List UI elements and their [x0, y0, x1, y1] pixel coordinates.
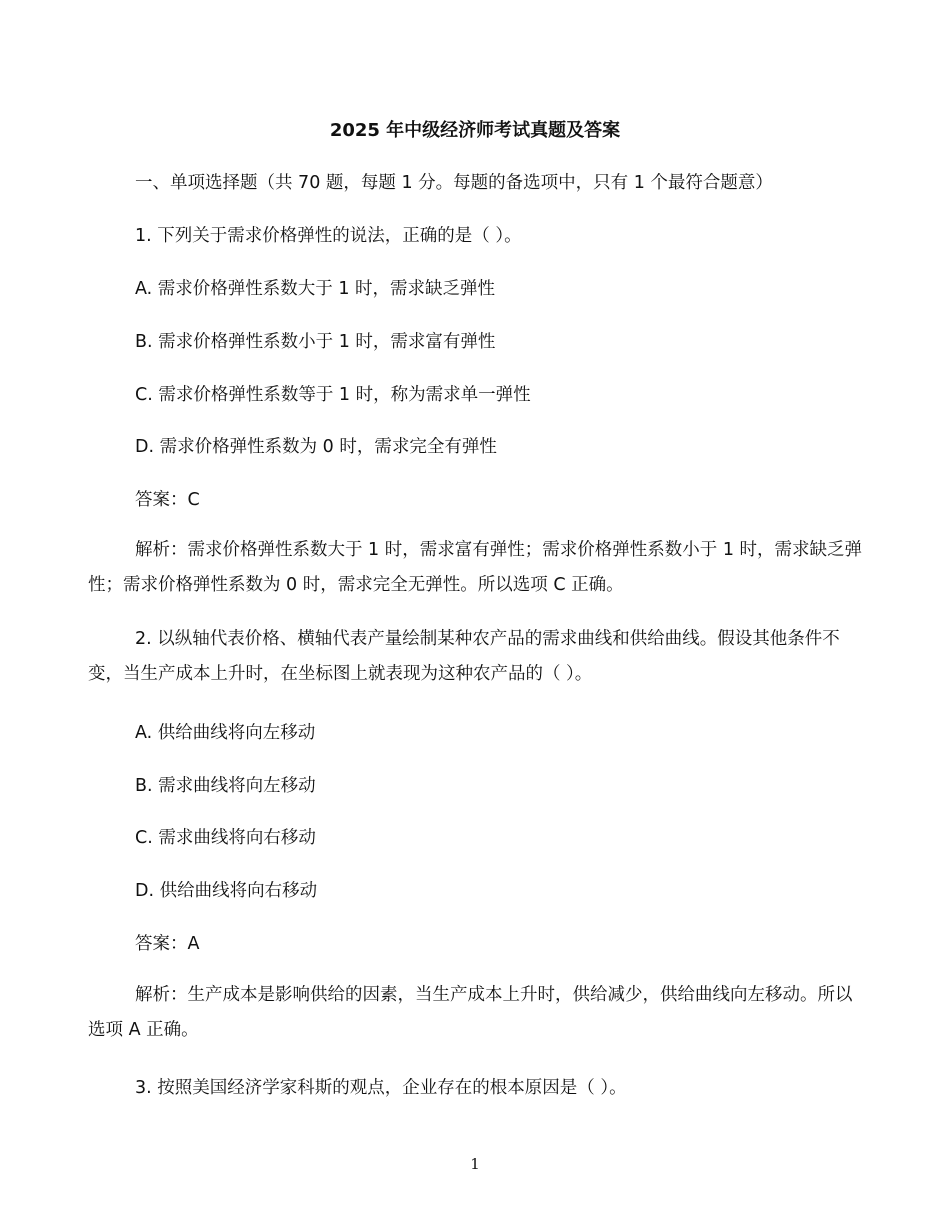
question-2-answer: 答案：A	[135, 934, 200, 954]
question-1-option-d: D. 需求价格弹性系数为 0 时，需求完全有弹性	[135, 437, 497, 457]
section-heading: 一、单项选择题（共 70 题，每题 1 分。每题的备选项中，只有 1 个最符合题意）	[135, 173, 773, 193]
question-1-stem: 1. 下列关于需求价格弹性的说法，正确的是（ ）。	[135, 226, 522, 246]
document-title: 2025 年中级经济师考试真题及答案	[329, 120, 621, 141]
question-1-analysis: 解析：需求价格弹性系数大于 1 时，需求富有弹性；需求价格弹性系数小于 1 时，需求缺乏弹性；需求价格弹性系数为 0 时，需求完全无弹性。所以选项 C 正确。	[88, 540, 863, 595]
question-3-stem: 3. 按照美国经济学家科斯的观点，企业存在的根本原因是（ ）。	[135, 1078, 627, 1098]
question-1-answer: 答案：C	[135, 490, 200, 510]
question-2-option-c: C. 需求曲线将向右移动	[135, 828, 316, 848]
question-2-option-b: B. 需求曲线将向左移动	[135, 776, 316, 796]
question-2-analysis: 解析：生产成本是影响供给的因素，当生产成本上升时，供给减少，供给曲线向左移动。所以选项 A 正确。	[88, 985, 853, 1040]
question-1-option-c: C. 需求价格弹性系数等于 1 时，称为需求单一弹性	[135, 385, 531, 405]
question-2-option-a: A. 供给曲线将向左移动	[135, 723, 316, 743]
question-1-option-b: B. 需求价格弹性系数小于 1 时，需求富有弹性	[135, 332, 496, 352]
page-number: 1	[470, 1155, 480, 1173]
question-1-option-a: A. 需求价格弹性系数大于 1 时，需求缺乏弹性	[135, 279, 496, 299]
question-2-option-d: D. 供给曲线将向右移动	[135, 881, 318, 901]
question-2-stem: 2. 以纵轴代表价格、横轴代表产量绘制某种农产品的需求曲线和供给曲线。假设其他条件不变，当生产成本上升时，在坐标图上就表现为这种农产品的（ ）。	[88, 629, 840, 684]
